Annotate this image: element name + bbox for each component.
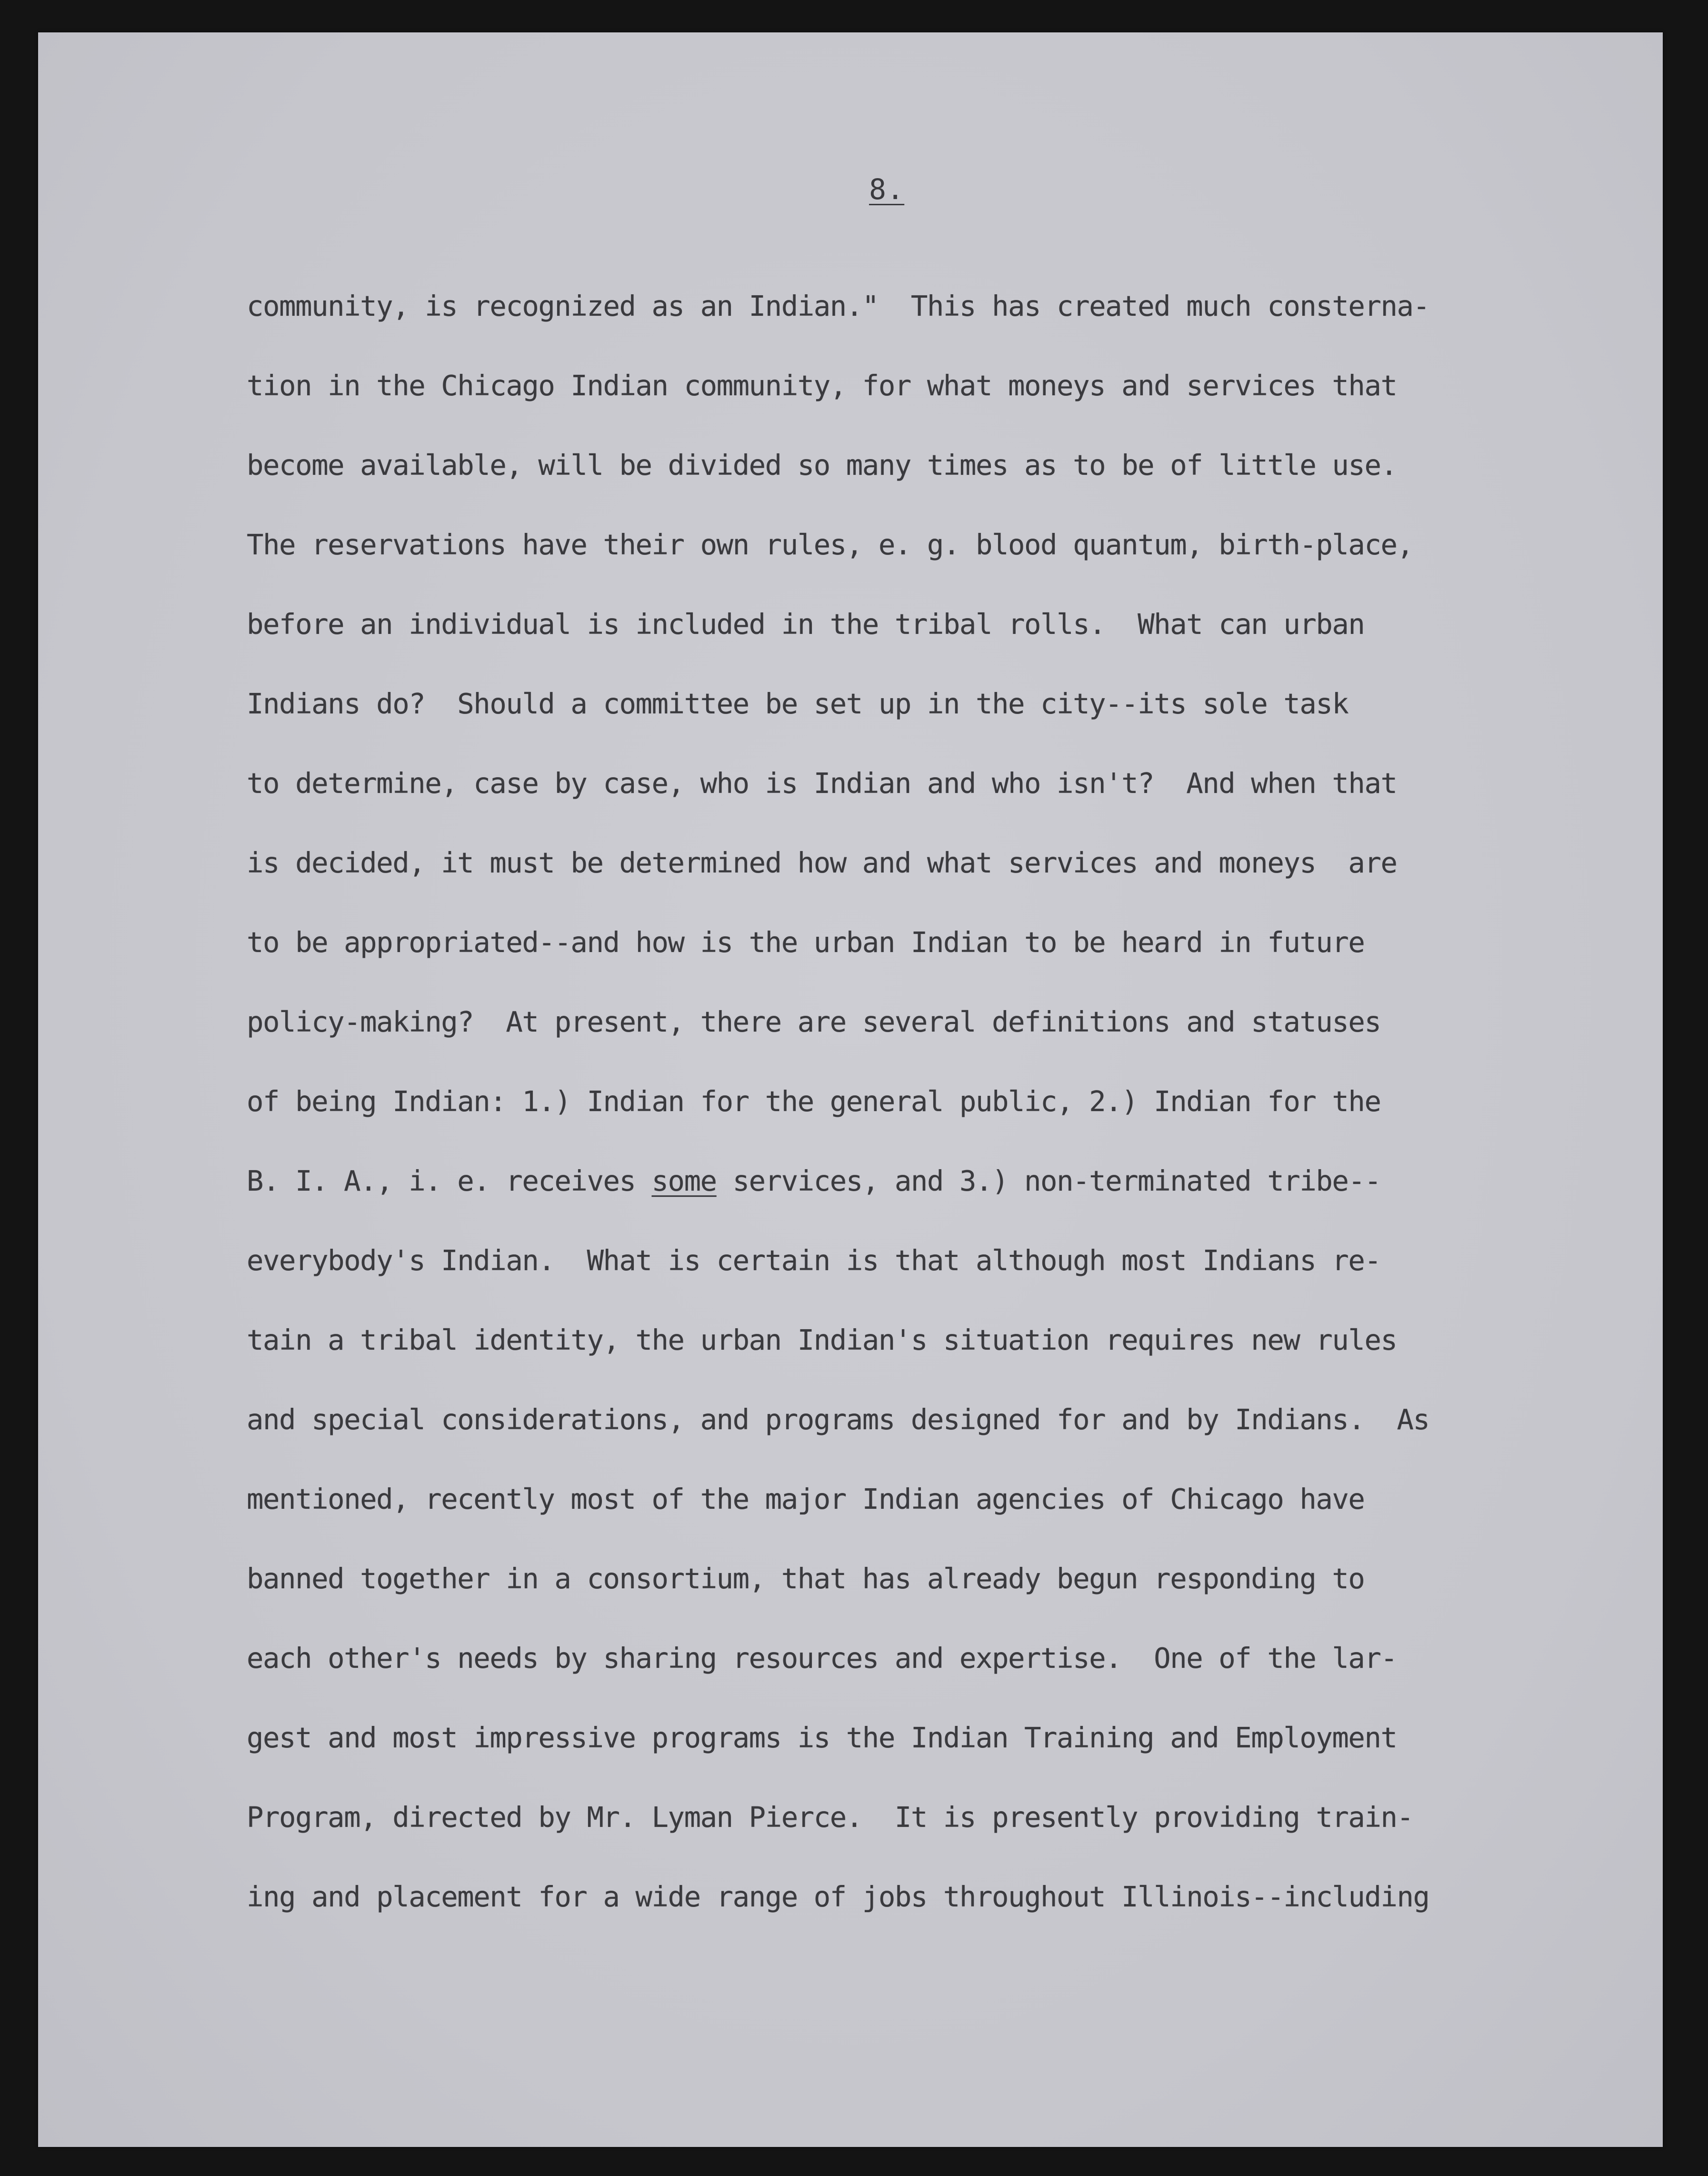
text-line: community, is recognized as an Indian." This has created much consterna- [247, 290, 1429, 322]
text-line: tain a tribal identity, the urban Indian's situation requires new rules [247, 1324, 1397, 1356]
text-line: banned together in a consortium, that has already begun responding to [247, 1562, 1365, 1595]
text-line: The reservations have their own rules, e. g. blood quantum, birth-place, [247, 528, 1413, 561]
underlined-word: some [651, 1164, 717, 1197]
text-line: tion in the Chicago Indian community, for what moneys and services that [247, 369, 1397, 402]
text-line: Indians do? Should a committee be set up in the city--its sole task [247, 687, 1348, 720]
text-line: to be appropriated--and how is the urban Indian to be heard in future [247, 926, 1365, 959]
text-line: of being Indian: 1.) Indian for the general public, 2.) Indian for the [247, 1085, 1381, 1118]
body-text [247, 285, 1466, 1955]
text-line: become available, will be divided so many times as to be of little use. [247, 449, 1397, 481]
text-line: each other's needs by sharing resources and expertise. One of the lar- [247, 1642, 1397, 1675]
page-number: 8. [869, 173, 905, 206]
text-line: gest and most impressive programs is the Indian Training and Employment [247, 1721, 1397, 1754]
text-line: Program, directed by Mr. Lyman Pierce. It is presently providing train- [247, 1801, 1413, 1834]
text-line: before an individual is included in the tribal rolls. What can urban [247, 608, 1365, 641]
text-line: ing and placement for a wide range of jobs throughout Illinois--including [247, 1880, 1429, 1913]
text-line: everybody's Indian. What is certain is that although most Indians re- [247, 1244, 1381, 1277]
text-line: policy-making? At present, there are several definitions and statuses [247, 1005, 1381, 1038]
text-segment: B. I. A., i. e. receives [247, 1164, 652, 1197]
text-line: to determine, case by case, who is Indian and who isn't? And when that [247, 767, 1397, 800]
text-line-with-underline [247, 1160, 1466, 1239]
text-line: and special considerations, and programs designed for and by Indians. As [247, 1403, 1429, 1436]
text-line: is decided, it must be determined how and what services and moneys are [247, 846, 1397, 879]
text-line: mentioned, recently most of the major Indian agencies of Chicago have [247, 1483, 1365, 1515]
text-segment: services, and 3.) non-terminated tribe-- [716, 1164, 1381, 1197]
